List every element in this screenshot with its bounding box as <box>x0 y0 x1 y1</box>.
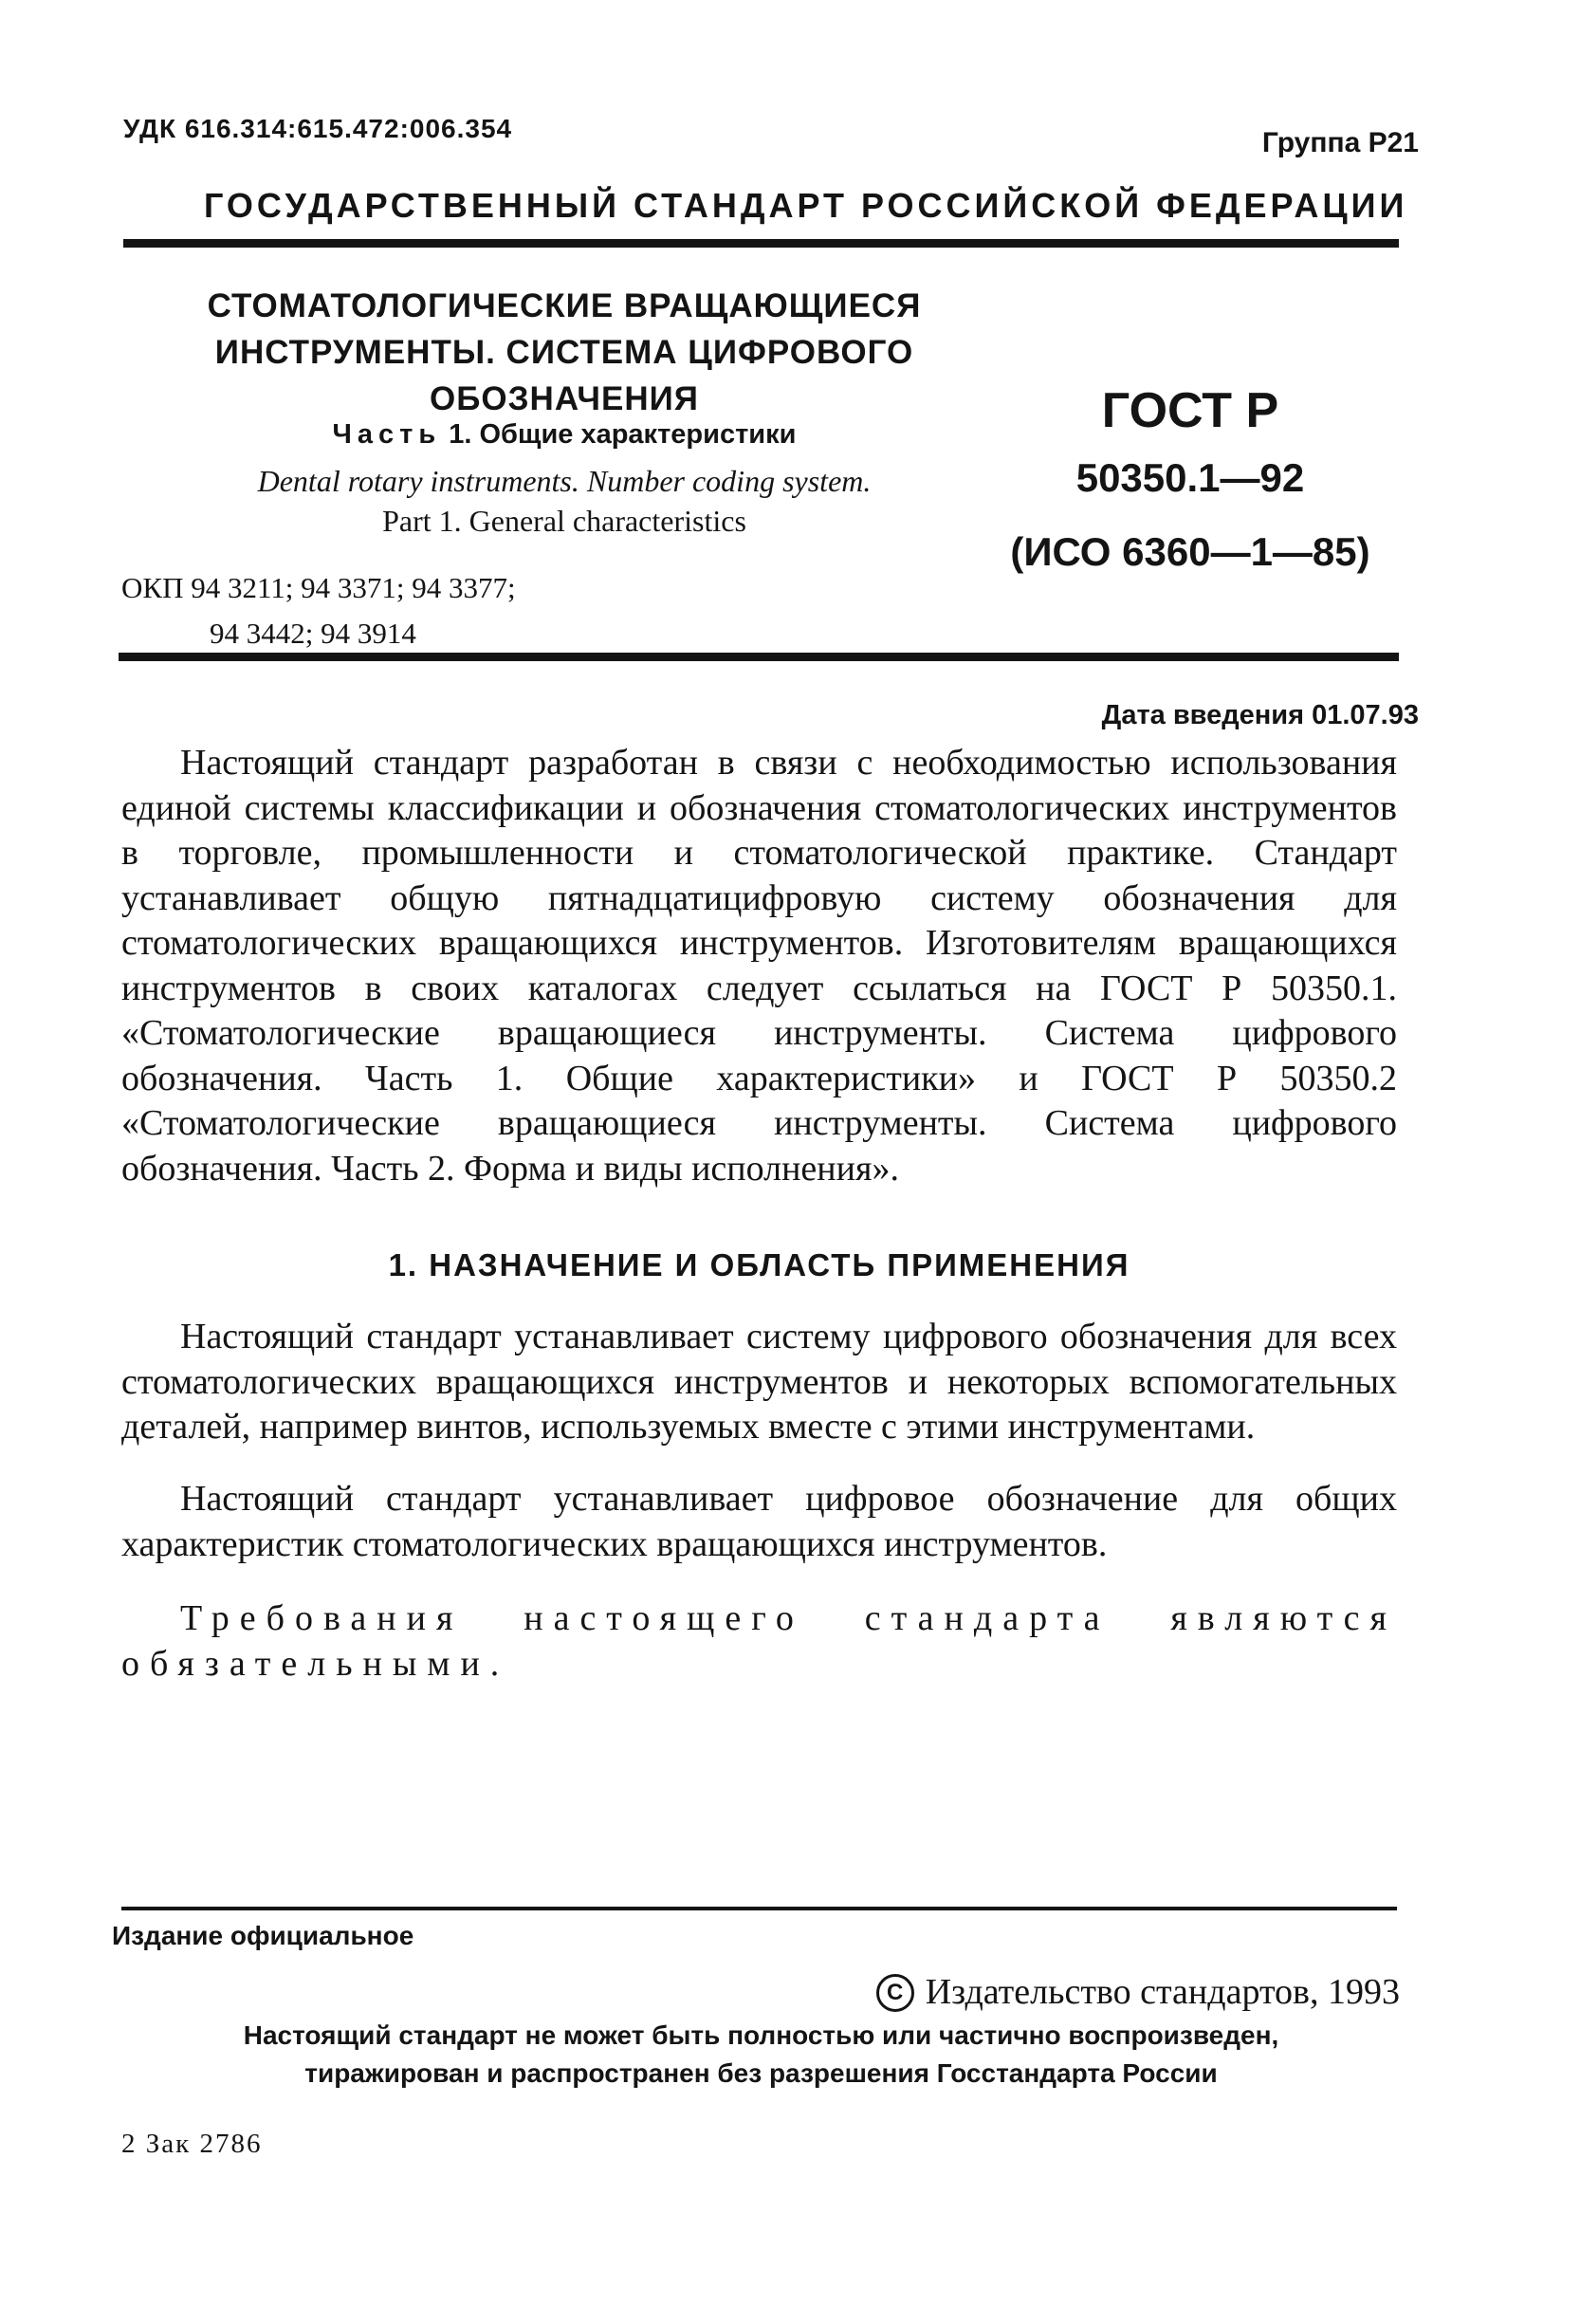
copyright <box>876 1971 1400 2013</box>
group-code: Группа Р21 <box>1261 127 1419 158</box>
gost-number: 50350.1—92 <box>1075 455 1305 500</box>
standard-title-line: ИНСТРУМЕНТЫ. СИСТЕМА ЦИФРОВОГО <box>214 334 914 371</box>
standard-title-line: СТОМАТОЛОГИЧЕСКИЕ ВРАЩАЮЩИЕСЯ <box>207 287 922 324</box>
english-title-line1: Dental rotary instruments. Number coding system. <box>257 464 872 498</box>
standard-title <box>152 283 977 422</box>
scope-paragraph: Настоящий стандарт устанавливает систему цифрового обозначения для всех стоматологических вращающихся инструментов и некоторых вспомогательных деталей, например винтов, используемых вместе с этими инструментами. <box>121 1317 1397 1447</box>
english-title-line2: Part 1. General characteristics <box>382 504 746 538</box>
official-edition: Издание официальное <box>112 1921 414 1950</box>
header-rule <box>123 239 1399 248</box>
intro-paragraph: Настоящий стандарт разработан в связи с необходимостью использования единой системы классификации и обозначения стоматологических инструментов в торговле, промышленности и стоматологической практике. Стандарт устанавливает общую пятнадцатицифровую систему обозначения для стоматологических вращающихся инструментов. Изготовителям вращающихся инструментов в своих каталогах следует ссылаться на ГОСТ Р 50350.1. «Стоматологические вращающиеся инструменты. Система цифрового обозначения. Часть 1. Общие характеристики» и ГОСТ Р 50350.2 «Стоматологические вращающиеся инструменты. Система цифрового обозначения. Часть 2. Форма и виды исполнения». <box>121 743 1397 1189</box>
okp-codes <box>121 565 516 656</box>
footer-rule <box>121 1907 1397 1910</box>
section-heading: 1. НАЗНАЧЕНИЕ И ОБЛАСТЬ ПРИМЕНЕНИЯ <box>388 1247 1130 1282</box>
part-rest: 1. Общие характеристики <box>441 419 797 450</box>
copyright-text: Издательство стандартов, 1993 <box>925 1972 1400 2012</box>
gov-standard-title: ГОСУДАРСТВЕННЫЙ СТАНДАРТ РОССИЙСКОЙ ФЕДЕРАЦИИ <box>204 186 1408 225</box>
udk-code: УДК 616.314:615.472:006.354 <box>123 114 513 143</box>
copyright-icon: С <box>876 1974 914 2012</box>
okp-line: ОКП 94 3211; 94 3371; 94 3377; <box>121 571 516 604</box>
iso-number: (ИСО 6360—1—85) <box>1010 529 1370 574</box>
reproduction-line: Настоящий стандарт не может быть полностью или частично воспроизведен, <box>243 2020 1279 2050</box>
reproduction-notice <box>104 2017 1418 2093</box>
part-label: Часть <box>332 419 442 450</box>
standard-title-line: ОБОЗНАЧЕНИЯ <box>430 380 699 417</box>
title-block-rule <box>119 653 1399 661</box>
english-title <box>152 461 977 541</box>
order-number: 2 Зак 2786 <box>121 2129 263 2159</box>
gost-designation <box>986 378 1394 582</box>
scope-paragraph: Требования настоящего стандарта являются обязательными. <box>121 1598 1397 1684</box>
scope-paragraph: Настоящий стандарт устанавливает цифровое обозначение для общих характеристик стоматологических вращающихся инструментов. <box>121 1479 1397 1564</box>
okp-line: 94 3442; 94 3914 <box>210 617 416 650</box>
part-line <box>152 419 977 451</box>
gost-label: ГОСТ Р <box>1101 383 1279 438</box>
introduction-date: Дата введения 01.07.93 <box>1101 700 1419 730</box>
reproduction-line: тиражирован и распространен без разрешения Госстандарта России <box>304 2058 1218 2088</box>
